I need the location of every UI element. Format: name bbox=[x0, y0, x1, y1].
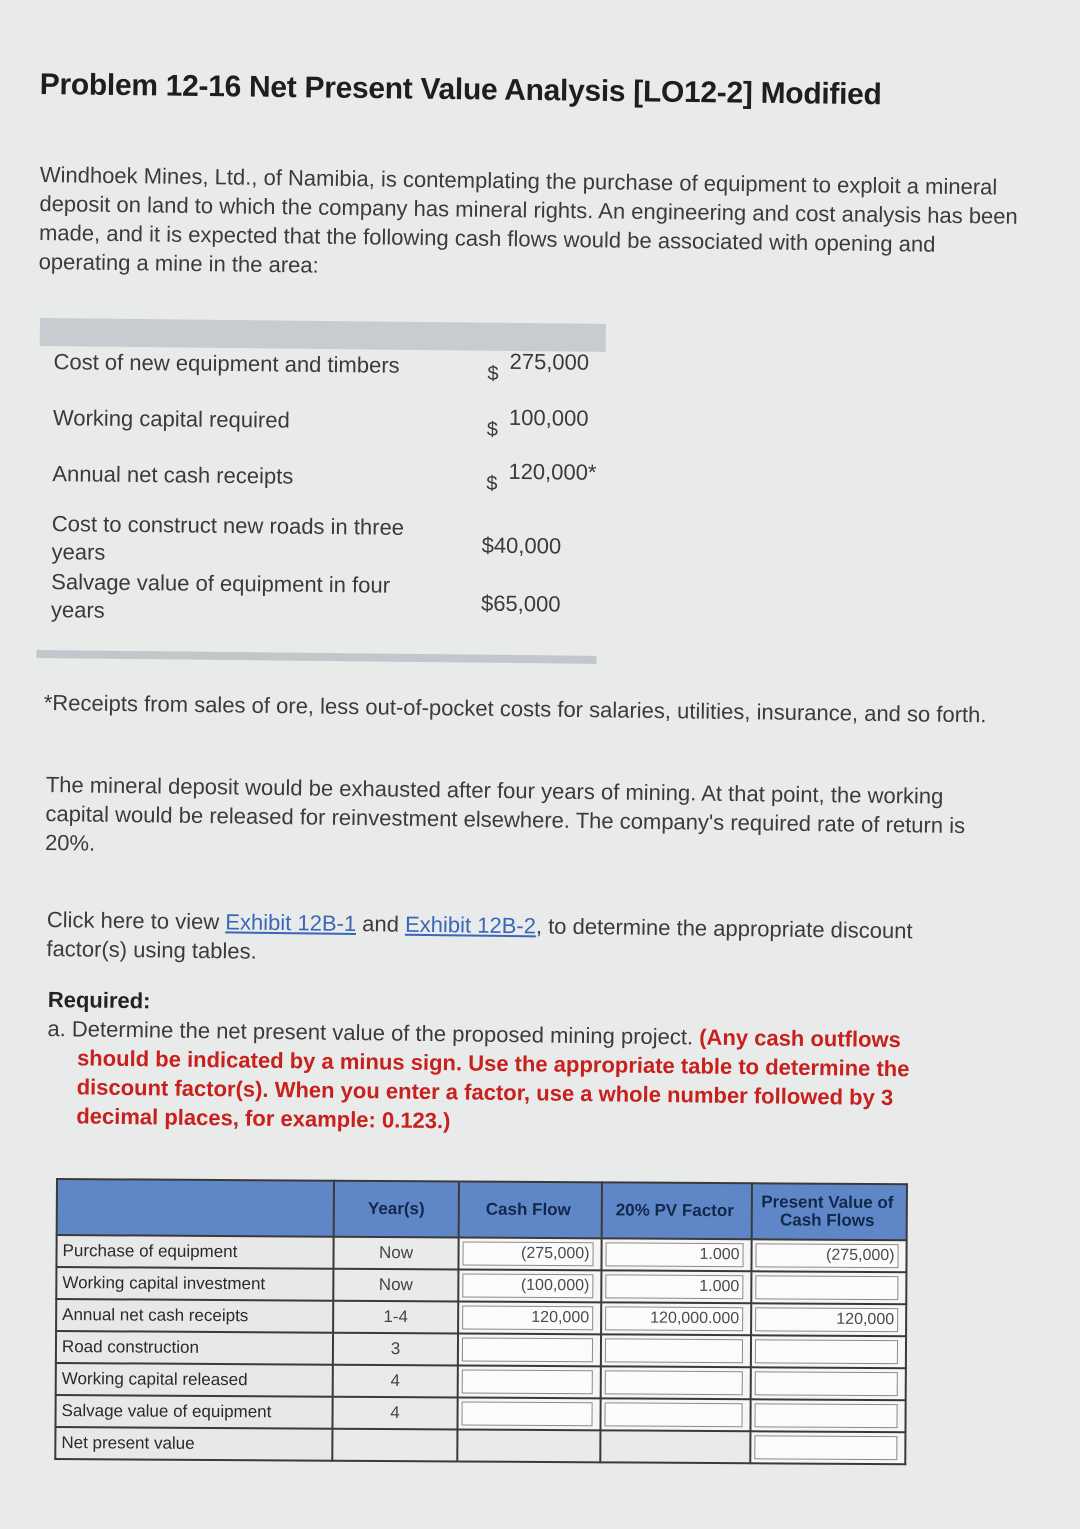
table-row bbox=[56, 1267, 906, 1304]
present-value-input[interactable]: 120,000 bbox=[755, 1307, 898, 1332]
given-amount: 100,000 bbox=[508, 404, 589, 431]
table-row bbox=[56, 1331, 906, 1368]
header-pv-factor: 20% PV Factor bbox=[602, 1182, 752, 1239]
header-cash-flow: Cash Flow bbox=[459, 1181, 602, 1238]
required-label: Required: bbox=[47, 986, 151, 1014]
dollar-sign: $ bbox=[487, 362, 499, 385]
answer-header-row bbox=[57, 1179, 907, 1240]
pv-factor-input[interactable]: 1.000 bbox=[605, 1274, 743, 1299]
exhibit-12b-1-link[interactable]: Exhibit 12B-1 bbox=[225, 909, 357, 937]
given-row bbox=[39, 458, 605, 495]
page-title: Problem 12-16 Net Present Value Analysis [LO12-2] Modified bbox=[39, 68, 882, 112]
dollar-sign: $ bbox=[486, 472, 498, 495]
pv-factor-input[interactable] bbox=[605, 1338, 743, 1363]
row-label: Road construction bbox=[56, 1331, 333, 1365]
row-year: 4 bbox=[333, 1365, 458, 1398]
cash-flow-input[interactable] bbox=[461, 1401, 592, 1426]
present-value-input[interactable] bbox=[755, 1339, 898, 1364]
row-year: 4 bbox=[332, 1397, 457, 1430]
row-year: Now bbox=[333, 1237, 458, 1270]
pv-factor-cell bbox=[601, 1302, 751, 1335]
exhaust-paragraph: The mineral deposit would be exhausted after four years of mining. At that point, the working capital would be released for reinvestment elsewhere. The company's required rate of return is 20%. bbox=[44, 771, 966, 856]
pv-factor-input[interactable] bbox=[605, 1370, 743, 1395]
row-year: 3 bbox=[333, 1333, 458, 1366]
dollar-sign: $ bbox=[486, 418, 499, 441]
row-label: Salvage value of equipment bbox=[55, 1395, 332, 1429]
header-blank bbox=[57, 1179, 334, 1237]
present-value-input[interactable] bbox=[755, 1275, 898, 1300]
npv-total-cell bbox=[750, 1431, 905, 1464]
row-year: Now bbox=[333, 1269, 458, 1302]
exhibit-instructions bbox=[46, 905, 987, 975]
given-label: Annual net cash receipts bbox=[52, 461, 294, 489]
pv-factor-input[interactable]: 120,000.000 bbox=[605, 1306, 743, 1331]
header-years: Year(s) bbox=[334, 1181, 459, 1238]
row-label: Working capital released bbox=[56, 1363, 333, 1397]
row-label: Purchase of equipment bbox=[56, 1235, 333, 1269]
pv-factor-cell bbox=[601, 1238, 751, 1271]
present-value-cell bbox=[751, 1367, 906, 1400]
present-value-cell bbox=[751, 1239, 906, 1272]
cash-flow-cell bbox=[457, 1397, 600, 1430]
cash-flow-input[interactable]: (100,000) bbox=[462, 1273, 593, 1298]
given-label: Cost to construct new roads in three years bbox=[51, 511, 405, 565]
present-value-cell bbox=[750, 1399, 905, 1432]
given-amount: $65,000 bbox=[480, 590, 561, 617]
required-item-text: a. Determine the net present value of the proposed mining project. bbox=[47, 1015, 700, 1050]
cash-flow-cell bbox=[458, 1365, 601, 1398]
pv-factor-cell bbox=[600, 1430, 750, 1463]
exhibit-12b-2-link[interactable]: Exhibit 12B-2 bbox=[404, 911, 537, 939]
given-row bbox=[39, 404, 605, 441]
cash-flow-cell bbox=[458, 1301, 601, 1334]
row-label: Net present value bbox=[55, 1427, 332, 1461]
footnote: *Receipts from sales of ore, less out-of-pocket costs for salaries, utilities, insurance, and so forth. bbox=[43, 689, 987, 728]
table-row bbox=[56, 1363, 906, 1400]
given-data-table bbox=[36, 318, 606, 668]
given-label: Salvage value of equipment in four years bbox=[50, 569, 391, 623]
given-label: Cost of new equipment and timbers bbox=[53, 349, 400, 378]
row-year bbox=[332, 1429, 457, 1462]
pv-factor-input[interactable]: 1.000 bbox=[605, 1242, 743, 1267]
cash-flow-input[interactable]: 120,000 bbox=[462, 1305, 593, 1330]
cash-flow-cell bbox=[458, 1333, 601, 1366]
header-present-value: Present Value of Cash Flows bbox=[752, 1183, 907, 1240]
npv-answer-table bbox=[54, 1178, 908, 1465]
given-amount: 275,000 bbox=[509, 348, 590, 375]
required-note: (Any cash outflows should be indicated by a minus sign. Use the appropriate table to determine the discount factor(s). When you enter a factor, use a whole number followed by 3 decimal places, for example: 0.123.) bbox=[76, 1024, 910, 1134]
pv-factor-cell bbox=[601, 1334, 751, 1367]
present-value-cell bbox=[751, 1271, 906, 1304]
given-amount: 120,000* bbox=[508, 458, 597, 485]
given-row bbox=[38, 510, 604, 565]
present-value-cell bbox=[751, 1335, 906, 1368]
click-mid: and bbox=[355, 911, 406, 937]
cash-flow-input[interactable]: (275,000) bbox=[462, 1241, 593, 1266]
click-prefix: Click here to view bbox=[46, 906, 226, 935]
pv-factor-input[interactable] bbox=[604, 1402, 742, 1427]
cash-flow-input[interactable] bbox=[462, 1369, 593, 1394]
given-amount: $40,000 bbox=[481, 532, 562, 559]
present-value-input[interactable] bbox=[754, 1403, 897, 1428]
present-value-input[interactable] bbox=[755, 1371, 898, 1396]
cash-flow-input[interactable] bbox=[462, 1337, 593, 1362]
table-row bbox=[56, 1235, 906, 1272]
table-row bbox=[55, 1395, 905, 1432]
row-year: 1-4 bbox=[333, 1301, 458, 1334]
cash-flow-cell bbox=[458, 1269, 601, 1302]
pv-factor-cell bbox=[600, 1398, 750, 1431]
click-suffix: , to determine the appropriate discount factor(s) using tables. bbox=[46, 913, 913, 964]
intro-paragraph: Windhoek Mines, Ltd., of Namibia, is contemplating the purchase of equipment to exploit a mineral deposit on land to which the company has mineral rights. An engineering and cost analysis has been made, and it is expected that the following cash flows would be associated with opening and operating a mine in the area: bbox=[38, 161, 1018, 278]
row-label: Annual net cash receipts bbox=[56, 1299, 333, 1333]
npv-total-input[interactable] bbox=[754, 1435, 897, 1460]
cash-flow-cell bbox=[457, 1429, 600, 1462]
pv-factor-cell bbox=[601, 1366, 751, 1399]
table-header-bar bbox=[40, 318, 606, 352]
required-section bbox=[46, 985, 973, 1142]
row-label: Working capital investment bbox=[56, 1267, 333, 1301]
pv-factor-cell bbox=[601, 1270, 751, 1303]
table-bottom-bar bbox=[36, 650, 596, 664]
table-row bbox=[55, 1427, 905, 1464]
required-item bbox=[46, 1014, 972, 1142]
given-label: Working capital required bbox=[52, 405, 290, 433]
table-row bbox=[56, 1299, 906, 1336]
present-value-cell bbox=[751, 1303, 906, 1336]
present-value-input[interactable]: (275,000) bbox=[755, 1243, 898, 1268]
cash-flow-cell bbox=[458, 1237, 601, 1270]
